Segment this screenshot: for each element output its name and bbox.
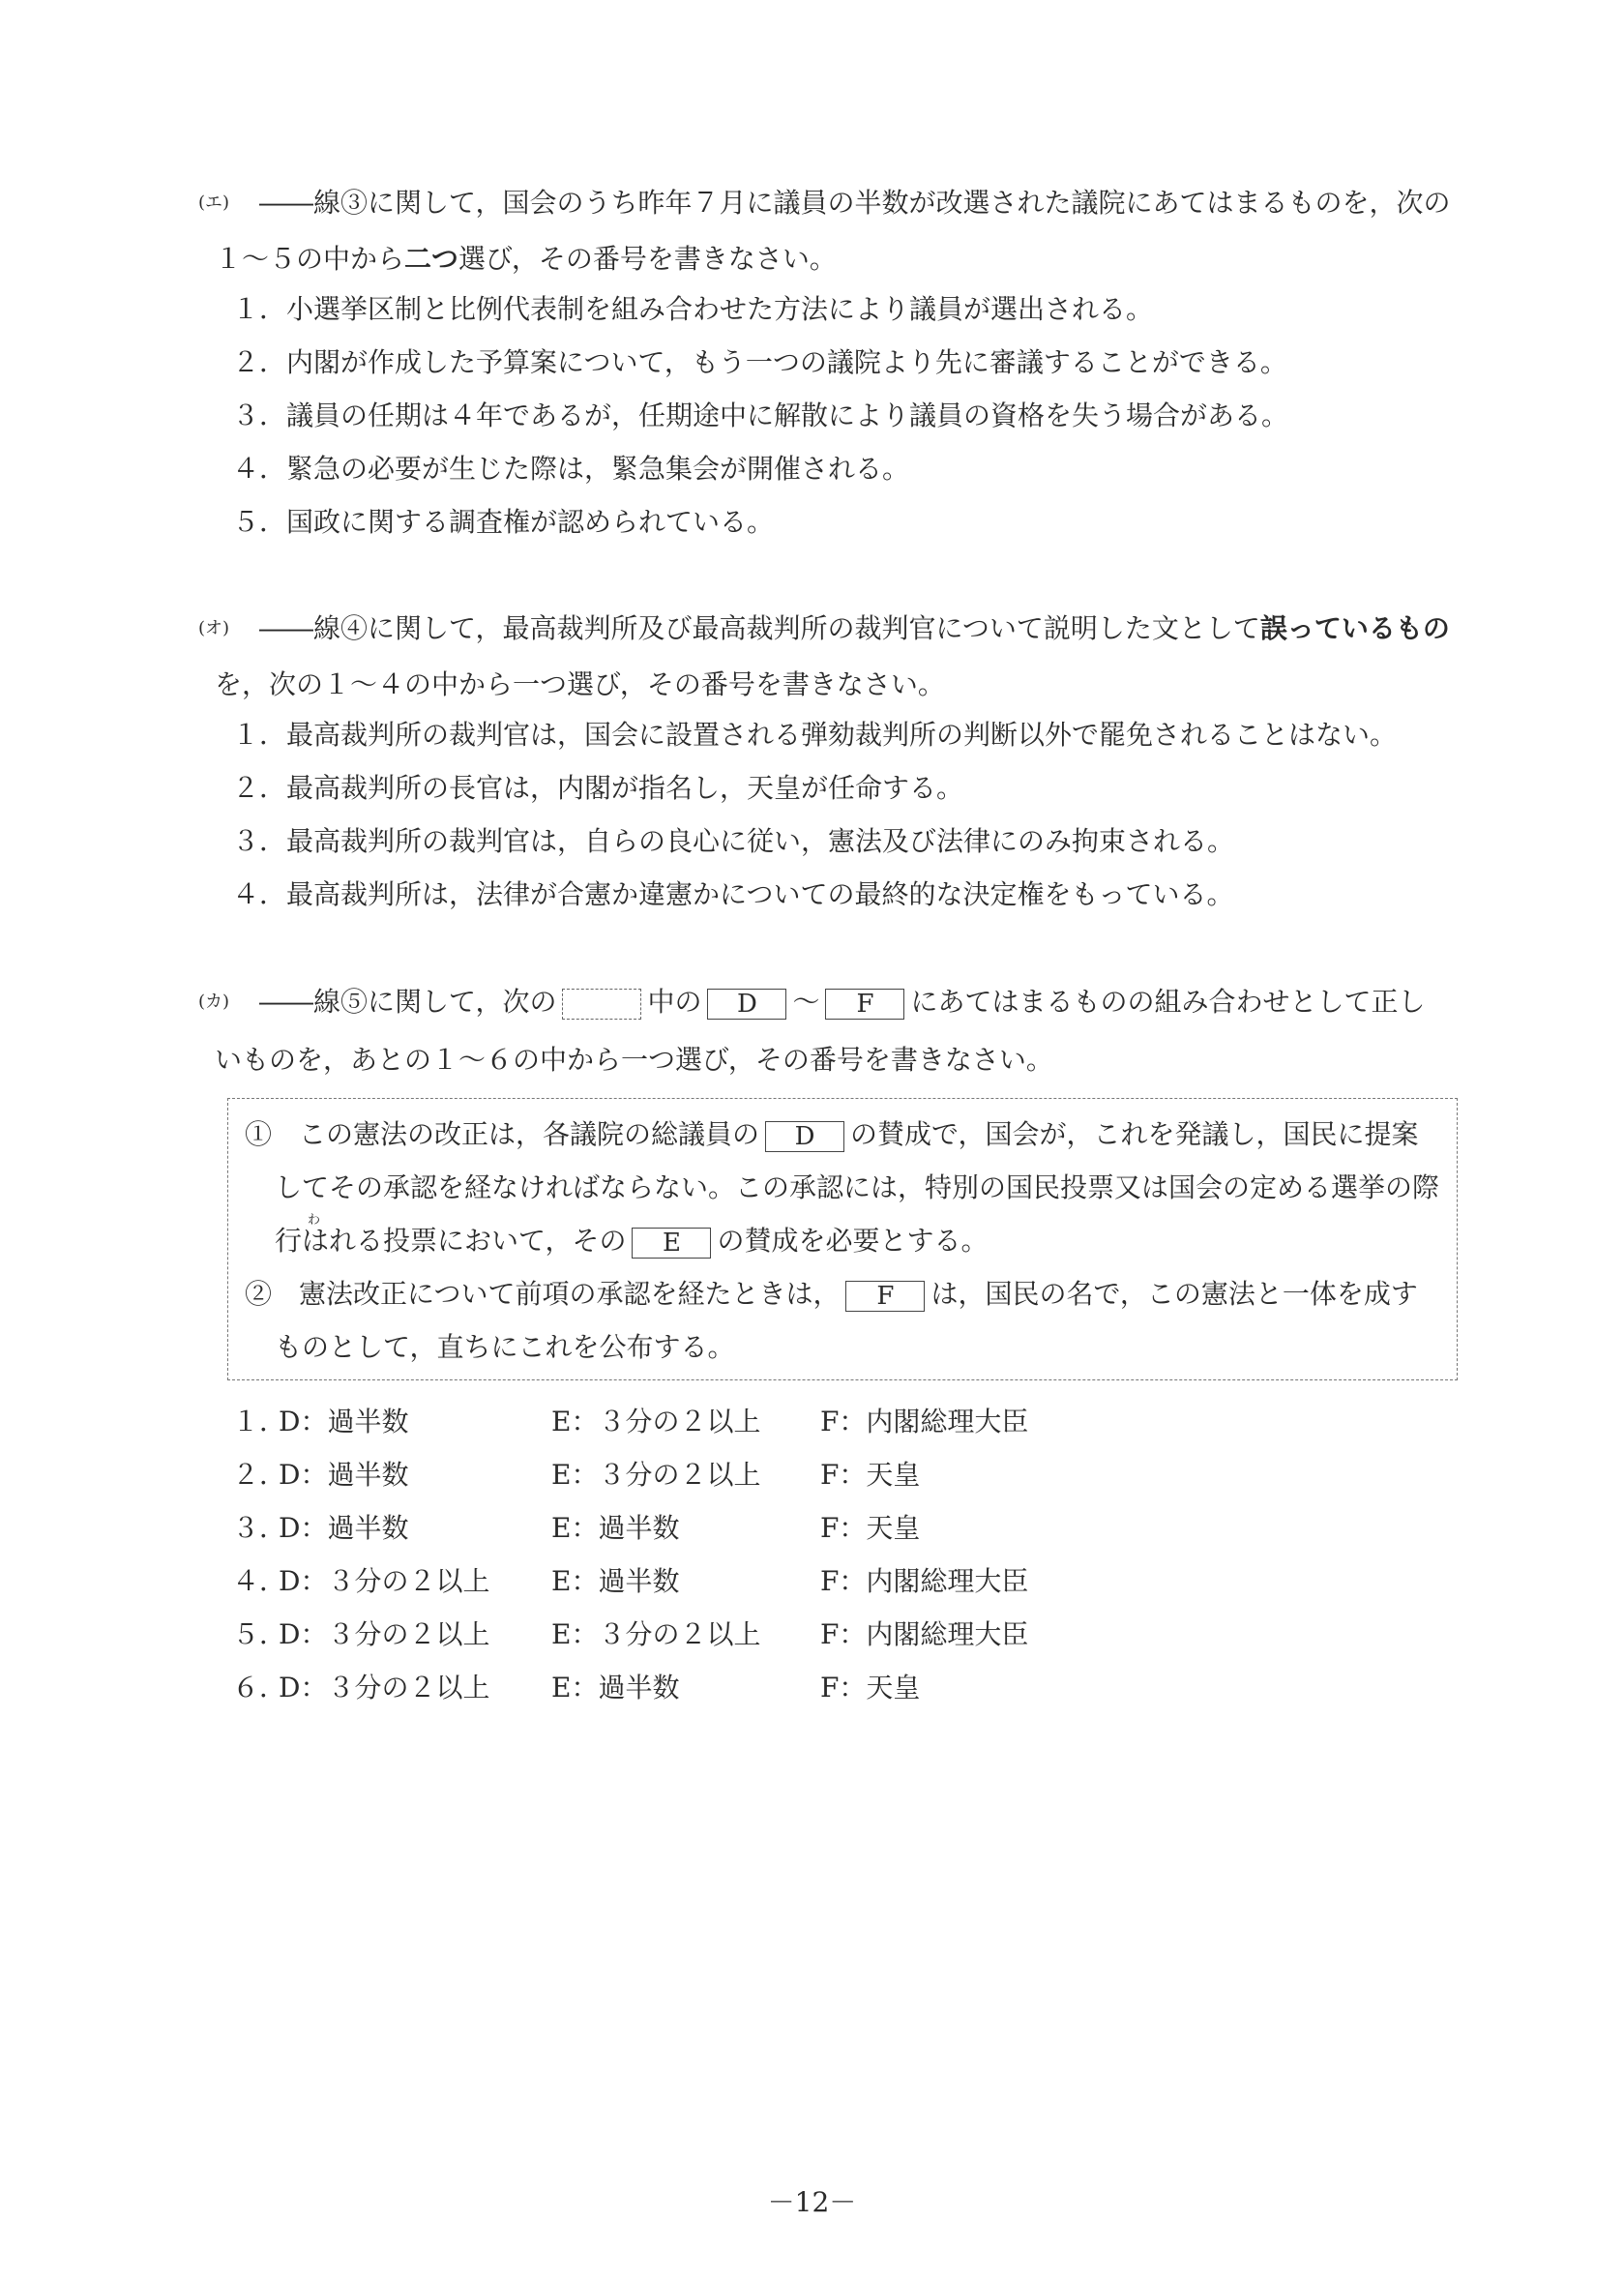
question-text: ――線③に関して，国会のうち昨年７月に議員の半数が改選された議院にあてはまるものを，次の [259,187,1451,219]
choice-f: F：内閣総理大臣 [820,1618,1029,1650]
choice-d: D：過半数 [279,1459,409,1491]
choice-d: D：３分の２以上 [279,1672,490,1703]
text: １～５の中から [215,243,405,275]
choice-f: F：天皇 [820,1512,921,1544]
text: 選び，その番号を書きなさい。 [458,243,837,275]
text: ～ [792,986,820,1018]
question-label: (エ) [198,193,230,213]
choice-d: D：過半数 [279,1512,409,1544]
option: ３．議員の任期は４年であるが，任期途中に解散により議員の資格を失う場合がある。 [232,400,1289,431]
text: 中の [647,986,702,1018]
choice-d: D：３分の２以上 [279,1565,490,1597]
choice-f: F：内閣総理大臣 [820,1406,1029,1437]
choice-num: ２． [232,1459,287,1491]
choice-num: ３． [232,1512,287,1544]
question-text [259,611,1450,646]
ruby: わ [308,1213,321,1228]
text: 行はれる投票において，その [275,1225,627,1257]
emphasis: 誤っているもの [1259,612,1450,644]
option: ３．最高裁判所の裁判官は，自らの良心に従い，憲法及び法律にのみ拘束される。 [232,825,1235,857]
choice-f: F：天皇 [820,1672,921,1703]
text: にあてはまるものの組み合わせとして正し [910,986,1426,1018]
text: ――線④に関して，最高裁判所及び最高裁判所の裁判官について説明した文として [259,612,1260,644]
question-text: いものを，あとの１～６の中から一つ選び，その番号を書きなさい。 [215,1044,1053,1076]
text: は，国民の名で，この憲法と一体を成す [930,1278,1418,1310]
question-label: (カ) [198,992,230,1012]
option: ２．内閣が作成した予算案について，もう一つの議院より先に審議することができる。 [232,346,1287,378]
blank-box-f: F [825,989,904,1020]
option: １．小選挙区制と比例代表制を組み合わせた方法により議員が選出される。 [232,293,1154,325]
choice-num: ４． [232,1565,287,1597]
option: ４．緊急の必要が生じた際は，緊急集会が開催される。 [232,453,910,485]
choice-e: E：３分の２以上 [551,1618,761,1650]
question-text: を，次の１～４の中から一つ選び，その番号を書きなさい。 [215,668,945,700]
question-text [259,985,1426,1020]
text: の賛成を必要とする。 [717,1225,989,1257]
question-label: (オ) [198,618,230,638]
text: の賛成で，国会が，これを発議し，国民に提案 [850,1118,1419,1150]
choice-e: E：過半数 [551,1672,680,1703]
passage-line: してその承認を経なければならない。この承認には，特別の国民投票又は国会の定める選挙の際 [275,1171,1440,1203]
emphasis: 二つ [404,243,459,275]
choice-num: ５． [232,1618,287,1650]
blank-box-d: D [765,1121,844,1152]
question-text [215,242,837,277]
choice-f: F：天皇 [820,1459,921,1491]
blank-box-e: E [632,1228,711,1259]
choice-e: E：過半数 [551,1512,680,1544]
choice-num: ６． [232,1672,287,1703]
text: ② 憲法改正について前項の承認を経たときは， [245,1278,841,1310]
option: ２．最高裁判所の長官は，内閣が指名し，天皇が任命する。 [232,772,964,804]
choice-f: F：内閣総理大臣 [820,1565,1029,1597]
choice-e: E：３分の２以上 [551,1459,761,1491]
passage-line [275,1224,988,1259]
passage-line: ものとして，直ちにこれを公布する。 [275,1331,735,1363]
text: ――線⑤に関して，次の [259,986,557,1018]
passage-line [245,1277,1418,1312]
choice-d: D：過半数 [279,1406,409,1437]
choice-d: D：３分の２以上 [279,1618,490,1650]
text: ① この憲法の改正は，各議院の総議員の [245,1118,760,1150]
option: １．最高裁判所の裁判官は，国会に設置される弾劾裁判所の判断以外で罷免されることはない。 [232,719,1398,751]
blank-box-d: D [707,989,786,1020]
passage-line [245,1117,1418,1152]
blank-box-f: F [845,1281,925,1312]
page-number: －12－ [767,2186,857,2218]
choice-e: E：３分の２以上 [551,1406,761,1437]
option: ４．最高裁判所は，法律が合憲か違憲かについての最終的な決定権をもっている。 [232,878,1234,910]
choice-e: E：過半数 [551,1565,680,1597]
dashed-box-symbol [562,989,641,1020]
choice-num: １． [232,1406,287,1437]
option: ５．国政に関する調査権が認められている。 [232,506,775,538]
